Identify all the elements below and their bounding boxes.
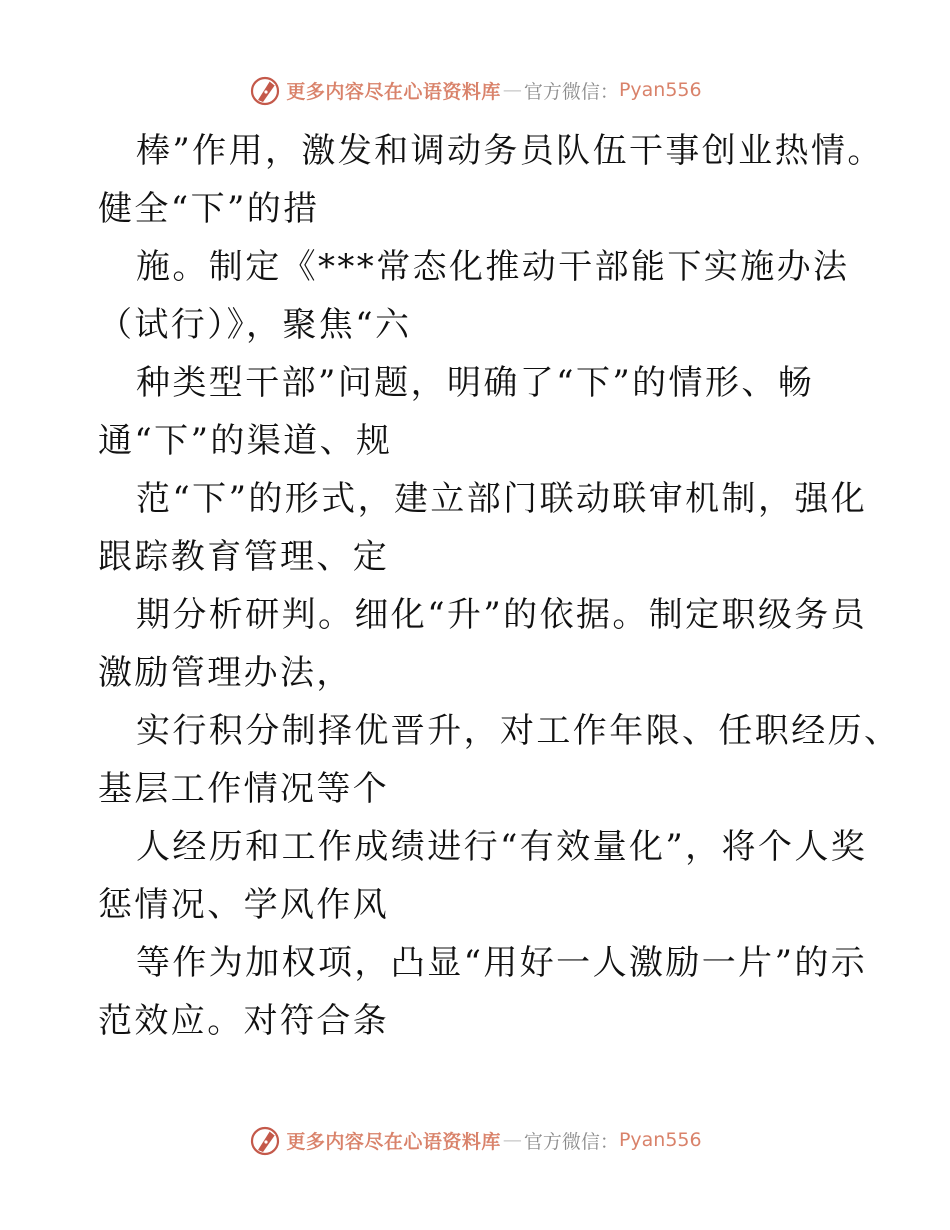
watermark-site-text: 更多内容尽在心语资料库 [286, 1130, 501, 1153]
body-line: 期分析研判。细化“升”的依据。制定职级务员 [136, 595, 868, 635]
body-line: 范效应。对符合条 [98, 1001, 390, 1041]
watermark-wechat-label: 官方微信： [523, 80, 619, 103]
body-line: 通“下”的渠道、规 [98, 421, 393, 461]
pen-nib-circle-icon [248, 73, 282, 107]
body-line: （试行）》，聚焦“六 [98, 305, 412, 345]
body-line: 实行积分制择优晋升，对工作年限、任职经历、 [136, 711, 901, 751]
body-line: 种类型干部”问题，明确了“下”的情形、畅 [136, 363, 815, 403]
body-line: 人经历和工作成绩进行“有效量化”，将个人奖 [136, 827, 868, 867]
watermark-site-text: 更多内容尽在心语资料库 [286, 80, 501, 103]
body-line: 基层工作情况等个 [98, 769, 390, 809]
watermark-wechat-id: Pyan556 [618, 79, 702, 101]
body-line: 跟踪教育管理、定 [98, 537, 390, 577]
body-line: 惩情况、学风作风 [98, 885, 390, 925]
body-line: 范“下”的形式，建立部门联动联审机制，强化 [136, 479, 868, 519]
body-line: 健全“下”的措 [98, 189, 320, 229]
watermark-wechat-label: 官方微信： [523, 1130, 619, 1153]
body-line: 激励管理办法， [98, 653, 353, 693]
watermark-separator: — [502, 79, 522, 101]
document-body [98, 122, 901, 1050]
body-line: 棒”作用，激发和调动务员队伍干事创业热情。 [136, 131, 884, 171]
body-line: 施。制定《***常态化推动干部能下实施办法 [136, 247, 850, 287]
watermark-separator: — [502, 1129, 522, 1151]
header-watermark [0, 70, 950, 110]
watermark-wechat-id: Pyan556 [618, 1129, 702, 1151]
footer-watermark [0, 1120, 950, 1160]
body-line: 等作为加权项，凸显“用好一人激励一片”的示 [136, 943, 868, 983]
pen-nib-circle-icon [248, 1123, 282, 1157]
